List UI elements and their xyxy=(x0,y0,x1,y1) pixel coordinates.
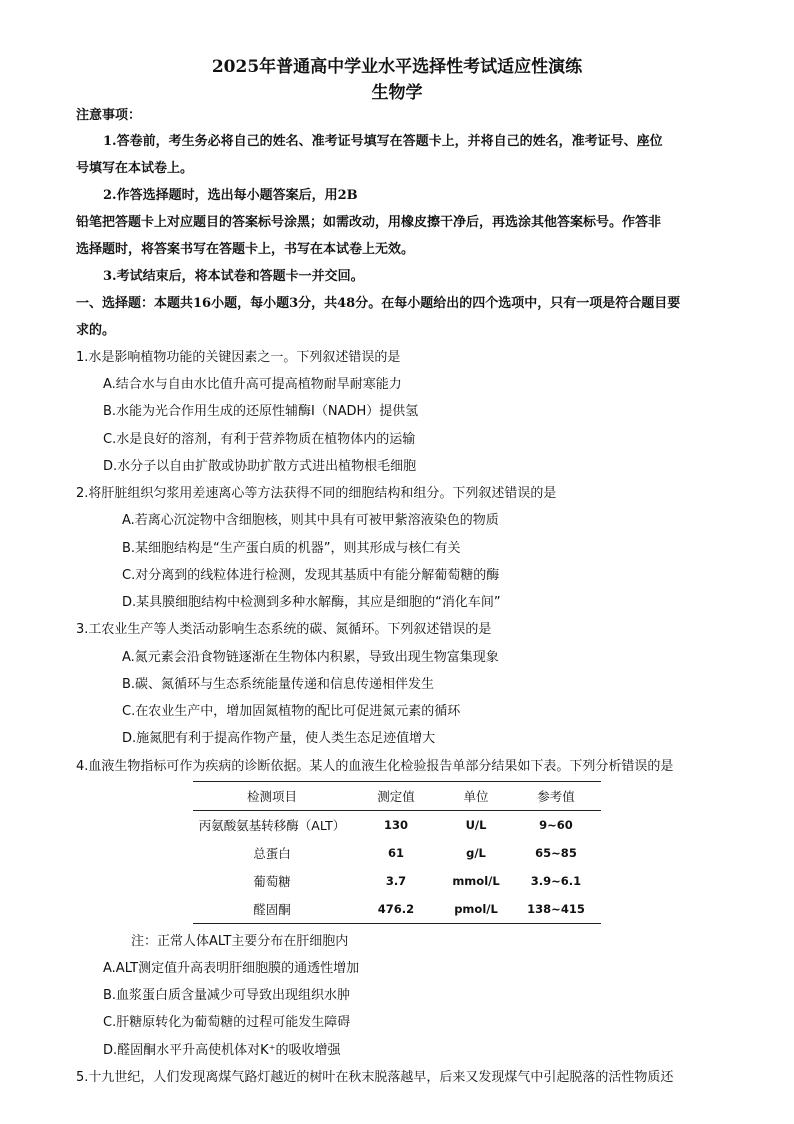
table-cell-measured: 130 xyxy=(383,818,408,832)
question-1-option-a: A.结合水与自由水比值升高可提高植物耐旱耐寒能力 xyxy=(103,377,402,392)
exam-subject: 生物学 xyxy=(371,83,423,103)
table-cell-measured: 61 xyxy=(387,846,404,860)
notice-item-1-line-1: 1.答卷前，考生务必将自己的姓名、准考证号填写在答题卡上，并将自己的姓名，准考证号、座位 xyxy=(103,134,663,149)
question-2-stem: 2.将肝脏组织匀浆用差速离心等方法获得不同的细胞结构和组分。下列叙述错误的是 xyxy=(76,486,557,501)
table-header-cell: 单位 xyxy=(441,782,511,811)
question-4-option-d: D.醛固酮水平升高使机体对K⁺的吸收增强 xyxy=(103,1043,341,1058)
question-4-stem: 4.血液生物指标可作为疾病的诊断依据。某人的血液生化检验报告单部分结果如下表。下列分析错误的是 xyxy=(76,759,674,774)
table-cell-unit: mmol/L xyxy=(452,874,500,888)
notice-item-1-line-2: 号填写在本试卷上。 xyxy=(76,161,194,176)
table-row xyxy=(193,867,601,895)
question-1-option-d: D.水分子以自由扩散或协助扩散方式进出植物根毛细胞 xyxy=(103,459,417,474)
table-row xyxy=(193,839,601,867)
blood-test-table xyxy=(193,781,601,924)
table-header-cell: 检测项目 xyxy=(193,782,351,811)
table-cell-measured: 3.7 xyxy=(385,874,407,888)
table-header-row xyxy=(193,782,601,811)
table-cell-unit: U/L xyxy=(465,818,487,832)
table-header-cell: 参考值 xyxy=(511,782,601,811)
table-cell-reference: 9~60 xyxy=(539,818,573,832)
question-3-stem: 3.工农业生产等人类活动影响生态系统的碳、氮循环。下列叙述错误的是 xyxy=(76,622,492,637)
table-cell-reference: 138~415 xyxy=(511,895,601,924)
table-cell-unit: g/L xyxy=(466,846,486,860)
notice-item-2-line-3: 选择题时，将答案书写在答题卡上，书写在本试卷上无效。 xyxy=(76,242,415,257)
question-5-stem: 5.十九世纪，人们发现离煤气路灯越近的树叶在秋末脱落越早，后来又发现煤气中引起脱落的活性物质还 xyxy=(76,1070,674,1085)
table-cell-item: 总蛋白 xyxy=(253,846,291,861)
notice-item-2-line-1: 2.作答选择题时，选出每小题答案后，用2B xyxy=(103,188,358,203)
notice-item-3: 3.考试结束后，将本试卷和答题卡一并交回。 xyxy=(103,269,364,284)
question-4-option-b: B.血浆蛋白质含量减少可导致出现组织水肿 xyxy=(103,988,351,1003)
question-3-option-c: C.在农业生产中，增加固氮植物的配比可促进氮元素的循环 xyxy=(122,704,461,719)
table-cell-item: 葡萄糖 xyxy=(253,874,291,889)
table-cell-item: 丙氨酸氨基转移酶（ALT） xyxy=(198,818,346,833)
question-4-option-c: C.肝糖原转化为葡萄糖的过程可能发生障碍 xyxy=(103,1015,351,1030)
question-3-option-d: D.施氮肥有利于提高作物产量，使人类生态足迹值增大 xyxy=(122,731,436,746)
table-cell-item: 醛固酮 xyxy=(193,895,351,924)
question-1-option-b: B.水能为光合作用生成的还原性辅酶Ⅰ（NADH）提供氢 xyxy=(103,404,419,419)
table-cell-measured: 476.2 xyxy=(351,895,441,924)
question-2-option-c: C.对分离到的线粒体进行检测，发现其基质中有能分解葡萄糖的酶 xyxy=(122,568,500,583)
table-cell-unit: pmol/L xyxy=(441,895,511,924)
table-cell-reference: 65~85 xyxy=(535,846,577,860)
table-row xyxy=(193,811,601,840)
section-1-heading-line-1: 一、选择题：本题共16小题，每小题3分，共48分。在每小题给出的四个选项中，只有一项是符合题目要 xyxy=(76,296,681,311)
question-4-option-a: A.ALT测定值升高表明肝细胞膜的通透性增加 xyxy=(103,961,360,976)
question-2-option-b: B.某细胞结构是“生产蛋白质的机器”，则其形成与核仁有关 xyxy=(122,541,461,556)
notice-item-2-line-2: 铅笔把答题卡上对应题目的答案标号涂黑；如需改动，用橡皮擦干净后，再选涂其他答案标号。作答非 xyxy=(76,215,662,230)
question-2-option-a: A.若离心沉淀物中含细胞核，则其中具有可被甲紫溶液染色的物质 xyxy=(122,513,499,528)
question-4-table-note: 注：正常人体ALT主要分布在肝细胞内 xyxy=(131,934,349,949)
question-3-option-a: A.氮元素会沿食物链逐渐在生物体内积累，导致出现生物富集现象 xyxy=(122,650,499,665)
question-3-option-b: B.碳、氮循环与生态系统能量传递和信息传递相伴发生 xyxy=(122,677,435,692)
table-row xyxy=(193,895,601,924)
question-1-option-c: C.水是良好的溶剂，有利于营养物质在植物体内的运输 xyxy=(103,432,416,447)
exam-title: 2025年普通高中学业水平选择性考试适应性演练 xyxy=(211,57,583,77)
section-1-heading-line-2: 求的。 xyxy=(76,323,116,338)
notice-heading: 注意事项： xyxy=(76,108,142,123)
table-cell-reference: 3.9~6.1 xyxy=(530,874,582,888)
question-1-stem: 1.水是影响植物功能的关键因素之一。下列叙述错误的是 xyxy=(76,350,401,365)
question-2-option-d: D.某具膜细胞结构中检测到多种水解酶，其应是细胞的“消化车间” xyxy=(122,595,501,610)
table-header-cell: 测定值 xyxy=(351,782,441,811)
